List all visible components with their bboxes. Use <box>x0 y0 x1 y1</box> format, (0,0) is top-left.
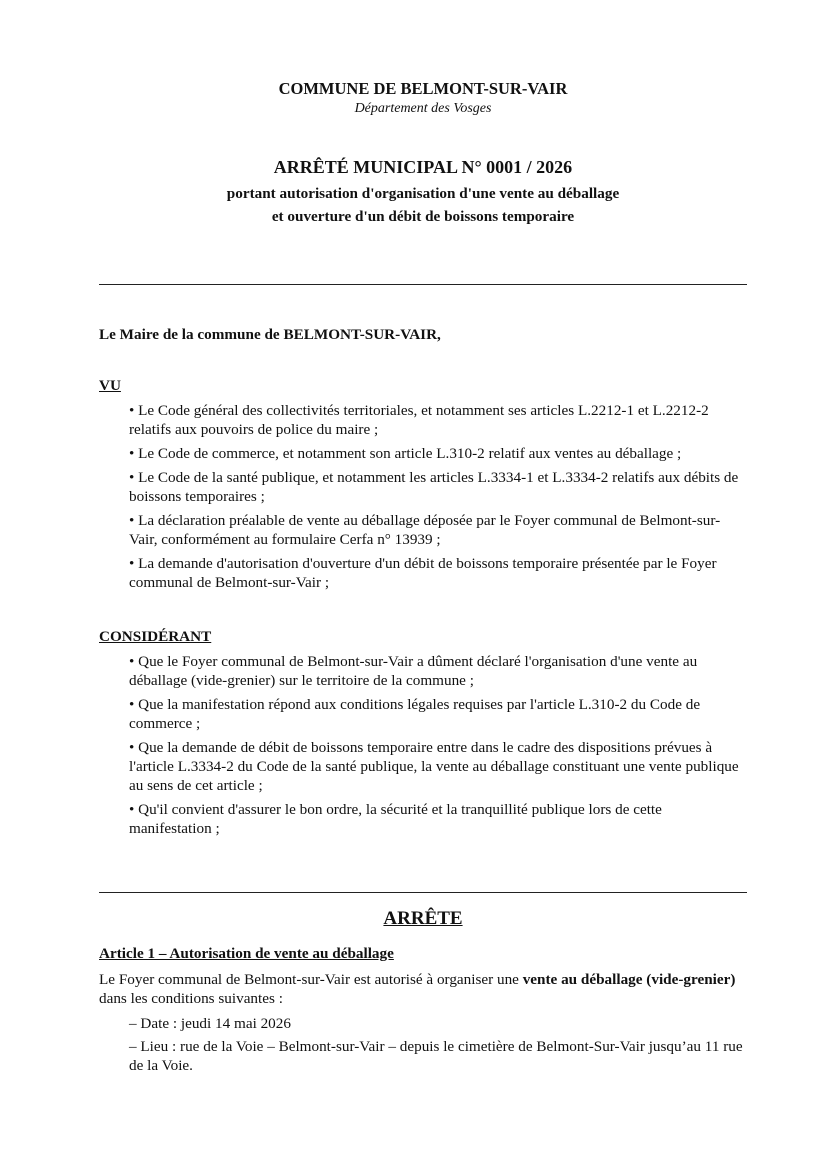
vu-item: • Le Code de la santé publique, et notamment les articles L.3334-1 et L.3334-2 relatifs aux débits de boissons temporaires ; <box>129 469 739 505</box>
article-1 <box>99 944 747 1079</box>
article-1-text <box>99 970 747 1008</box>
divider <box>99 284 747 285</box>
document-title: ARRÊTÉ MUNICIPAL N° 0001 / 2026 <box>273 157 573 177</box>
vu-item: • Le Code de commerce, et notamment son article L.310-2 relatif aux ventes au déballage ; <box>129 445 682 462</box>
intro-line: Le Maire de la commune de BELMONT-SUR-VAIR, <box>99 326 441 343</box>
document-subtitle-1: portant autorisation d'organisation d'une vente au déballage <box>226 185 620 202</box>
considerant-section <box>99 627 747 843</box>
vu-item: • Le Code général des collectivités territoriales, et notamment ses articles L.2212-1 et L.2212-2 relatifs aux pouvoirs de police du maire ; <box>129 402 709 438</box>
arrete-heading: ARRÊTE <box>383 908 463 929</box>
divider <box>99 892 747 893</box>
vu-item: • La déclaration préalable de vente au déballage déposée par le Foyer communal de Belmont-sur-Vair, conformément au formulaire Cerfa n° 13939 ; <box>129 512 721 548</box>
vu-section <box>99 376 747 597</box>
vu-heading: VU <box>99 377 121 394</box>
departement: Département des Vosges <box>354 101 492 116</box>
commune-name: COMMUNE DE BELMONT-SUR-VAIR <box>278 79 568 98</box>
article-1-text-start: Le Foyer communal de Belmont-sur-Vair est autorisé à organiser une <box>99 971 523 988</box>
condition-date: – Date : jeudi 14 mai 2026 <box>129 1015 291 1032</box>
considerant-item: • Qu'il convient d'assurer le bon ordre, la sécurité et la tranquillité publique lors de cette manifestation ; <box>129 801 662 837</box>
condition-lieu: – Lieu : rue de la Voie – Belmont-sur-Vair – depuis le cimetière de Belmont-Sur-Vair jusqu’au 11 rue de la Voie. <box>129 1038 743 1074</box>
article-1-text-end: dans les conditions suivantes : <box>99 990 283 1007</box>
article-1-text-bold: vente au déballage (vide-grenier) <box>522 971 736 988</box>
article-1-title: Article 1 – Autorisation de vente au déballage <box>99 945 394 962</box>
considerant-heading: CONSIDÉRANT <box>99 628 212 645</box>
document-subtitle-2: et ouverture d'un débit de boissons temporaire <box>271 208 575 225</box>
considerant-item: • Que le Foyer communal de Belmont-sur-Vair a dûment déclaré l'organisation d'une vente au déballage (vide-grenier) sur le territoire de la commune ; <box>129 653 698 689</box>
vu-item: • La demande d'autorisation d'ouverture d'un débit de boissons temporaire présentée par le Foyer communal de Belmont-sur-Vair ; <box>129 555 717 591</box>
considerant-item: • Que la demande de débit de boissons temporaire entre dans le cadre des dispositions prévues à l'article L.3334-2 du Code de la santé publique, la vente au déballage constituant une vente publique au sens de cet article ; <box>129 739 739 794</box>
considerant-item: • Que la manifestation répond aux conditions légales requises par l'article L.310-2 du Code de commerce ; <box>129 696 701 732</box>
